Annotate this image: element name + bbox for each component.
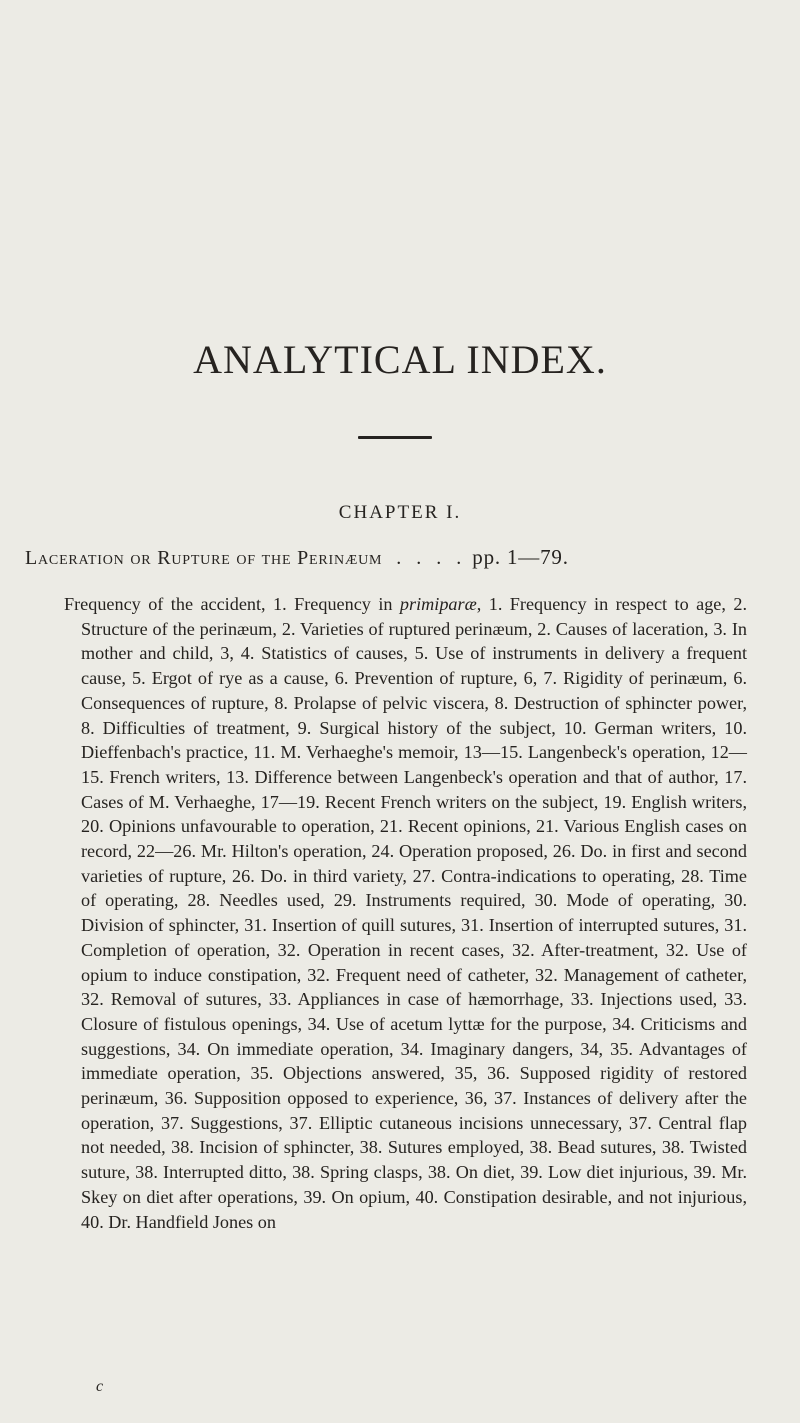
page-title: ANALYTICAL INDEX.: [193, 337, 607, 382]
signature-mark: c: [96, 1378, 104, 1395]
index-paragraph: [64, 592, 747, 1234]
index-italic-term: primiparæ: [399, 594, 477, 614]
leader-dots: . . . .: [396, 547, 467, 569]
chapter-subject-line: [25, 545, 775, 570]
title-rule: [358, 436, 432, 439]
chapter-pages: pp. 1—79.: [472, 545, 569, 569]
index-text-start: Frequency of the accident, 1. Frequency in: [64, 594, 400, 614]
chapter-heading: CHAPTER I.: [338, 502, 462, 523]
index-text-rest: , 1. Frequency in respect to age, 2. Structure of the perinæum, 2. Varieties of ruptured perinæum, 2. Causes of laceration, 3. In mother and child, 3, 4. Statistics of causes, 5. Use of instruments in delivery a frequent cause, 5. Ergot of rye as a cause, 6. Prevention of rupture, 6, 7. Rigidity of perinæum, 6. Consequences of rupture, 8. Prolapse of pelvic viscera, 8. Destruction of sphincter power, 8. Difficulties of treatment, 9. Surgical history of the subject, 10. German writers, 10. Dieffenbach's practice, 11. M. Verhaeghe's memoir, 13—15. Langenbeck's operation, 12—15. French writers, 13. Difference between Langenbeck's operation and that of author, 17. Cases of M. Verhaeghe, 17—19. Recent French writers on the subject, 19. English writers, 20. Opinions unfavourable to operation, 21. Recent opinions, 21. Various English cases on record, 22—26. Mr. Hilton's operation, 24. Operation proposed, 26. Do. in first and second varieties of rupture, 26. Do. in third variety, 27. Contra-indications to operating, 28. Time of operating, 28. Needles used, 29. Instruments required, 30. Mode of operating, 30. Division of sphincter, 31. Insertion of quill sutures, 31. Insertion of interrupted sutures, 31. Completion of operation, 32. Operation in recent cases, 32. After-treatment, 32. Use of opium to induce constipation, 32. Frequent need of catheter, 32. Management of catheter, 32. Removal of sutures, 33. Appliances in case of hæmorrhage, 33. Injections used, 33. Closure of fistulous openings, 34. Use of acetum lyttæ for the purpose, 34. Criticisms and suggestions, 34. On immediate operation, 34. Imaginary dangers, 34, 35. Advantages of immediate operation, 35. Objections answered, 35, 36. Supposed rigidity of restored perinæum, 36. Supposition opposed to experience, 36, 37. Instances of delivery after the operation, 37. Suggestions, 37. Elliptic cutaneous incisions unnecessary, 37. Central flap not needed, 38. Incision of sphincter, 38. Sutures employed, 38. Bead sutures, 38. Twisted suture, 38. Interrupted ditto, 38. Spring clasps, 38. On diet, 39. Low diet injurious, 39. Mr. Skey on diet after operations, 39. On opium, 40. Constipation desirable, and not injurious, 40. Dr. Handfield Jones on: [81, 594, 747, 1232]
chapter-subject: Laceration or Rupture of the Perinæum: [25, 547, 383, 569]
